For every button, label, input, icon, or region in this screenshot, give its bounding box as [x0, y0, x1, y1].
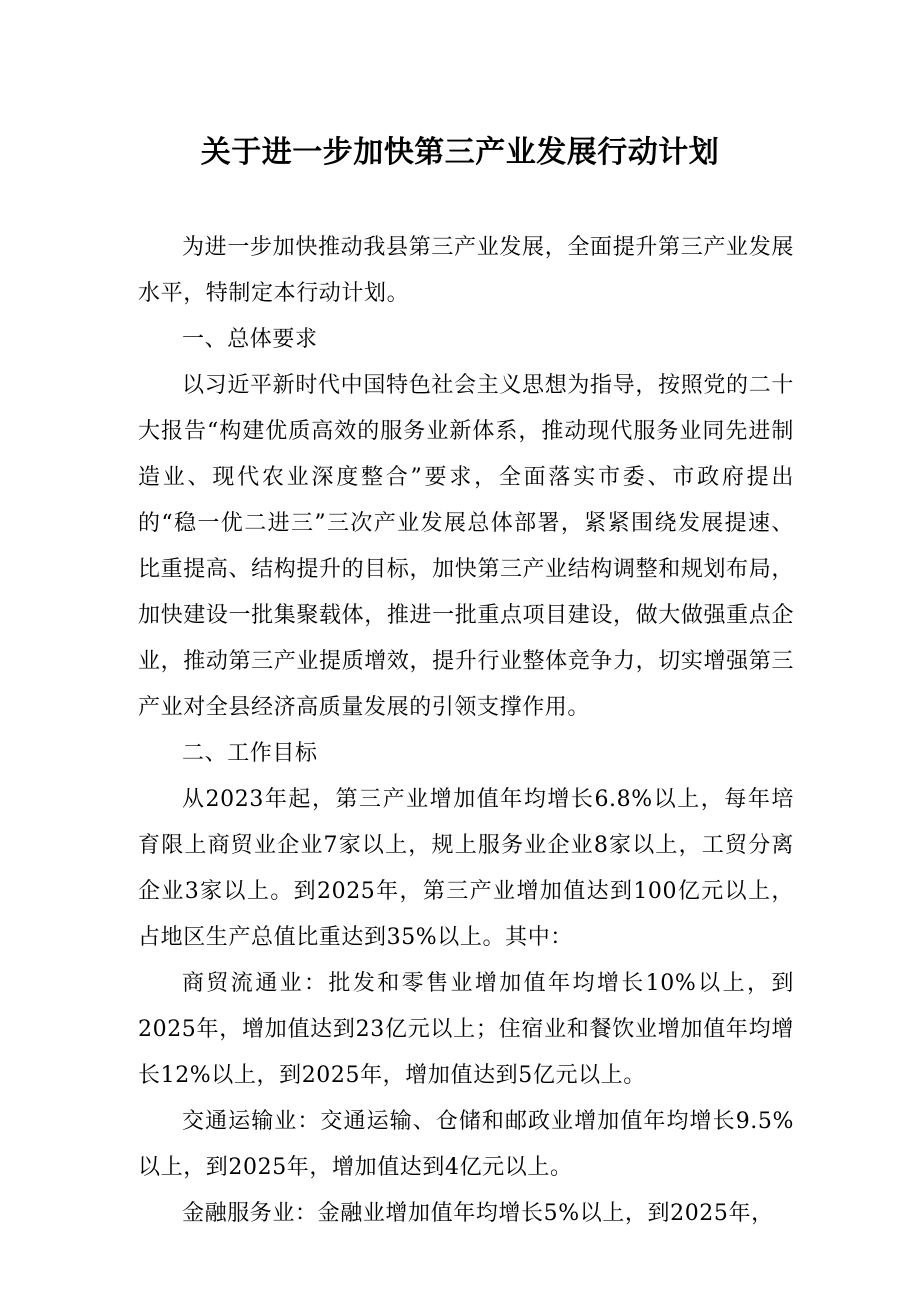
transport-paragraph: 交通运输业：交通运输、仓储和邮政业增加值年均增长9.5%以上，到2025年，增加值达到4亿元以上。 — [138, 1109, 794, 1180]
section-heading-work-goals: 二、工作目标 — [182, 741, 318, 766]
finance-paragraph: 金融服务业：金融业增加值年均增长5%以上，到2025年， — [182, 1201, 774, 1226]
work-goals-paragraph: 从2023年起，第三产业增加值年均增长6.8%以上，每年培育限上商贸业企业7家以上，规上服务业企业8家以上，工贸分离企业3家以上。到2025年，第三产业增加值达到100亿元以上，占地区生产总值比重达到35%以上。其中： — [138, 787, 794, 950]
intro-paragraph: 为进一步加快推动我县第三产业发展，全面提升第三产业发展水平，特制定本行动计划。 — [138, 235, 794, 306]
document-title: 关于进一步加快第三产业发展行动计划 — [200, 135, 720, 170]
section-heading-overall-requirements: 一、总体要求 — [182, 327, 318, 352]
overall-requirements-paragraph: 以习近平新时代中国特色社会主义思想为指导，按照党的二十大报告“构建优质高效的服务业新体系，推动现代服务业同先进制造业、现代农业深度整合”要求，全面落实市委、市政府提出的“稳一优二进三”三次产业发展总体部署，紧紧围绕发展提速、比重提高、结构提升的目标，加快第三产业结构调整和规划布局，加快建设一批集聚载体，推进一批重点项目建设，做大做强重点企业，推动第三产业提质增效，提升行业整体竞争力，切实增强第三产业对全县经济高质量发展的引领支撑作用。 — [138, 373, 794, 720]
document-body — [138, 225, 794, 1237]
commerce-paragraph: 商贸流通业：批发和零售业增加值年均增长10%以上，到2025年，增加值达到23亿元以上；住宿业和餐饮业增加值年均增长12%以上，到2025年，增加值达到5亿元以上。 — [138, 971, 794, 1088]
